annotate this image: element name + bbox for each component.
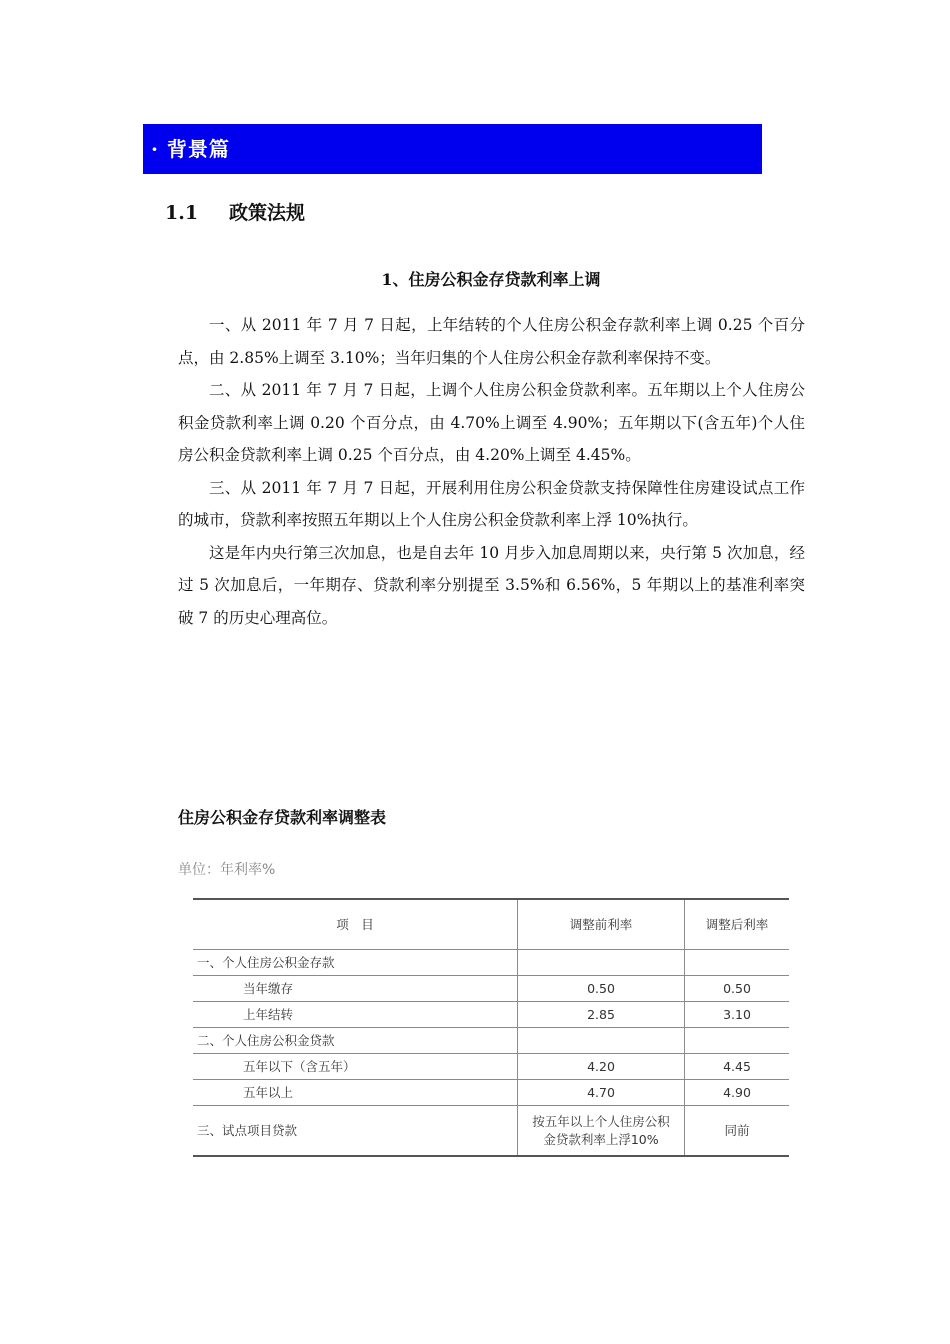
section-banner: [143, 124, 762, 174]
row-before: 4.70: [518, 1080, 685, 1106]
table-row: [193, 950, 789, 976]
row-after: 4.45: [685, 1054, 790, 1080]
row-item: 一、个人住房公积金存款: [193, 950, 518, 976]
row-before: 2.85: [518, 1002, 685, 1028]
article-body: [178, 309, 805, 634]
row-item: 二、个人住房公积金贷款: [193, 1028, 518, 1054]
section-title-text: 政策法规: [229, 202, 306, 224]
table-row: [193, 1080, 789, 1106]
banner-title: · 背景篇: [151, 137, 230, 161]
table-row: [193, 1028, 789, 1054]
row-before: [518, 950, 685, 976]
rate-adjustment-table: [193, 898, 789, 1157]
row-before: 0.50: [518, 976, 685, 1002]
row-before: [518, 1028, 685, 1054]
paragraph-1: 一、从 2011 年 7 月 7 日起，上年结转的个人住房公积金存款利率上调 0.25 个百分点，由 2.85%上调至 3.10%；当年归集的个人住房公积金存款利率保持不变。: [178, 316, 805, 367]
row-after: 4.90: [685, 1080, 790, 1106]
row-before: 4.20: [518, 1054, 685, 1080]
table-row: [193, 1106, 789, 1157]
row-before: [518, 1106, 685, 1157]
row-after: 3.10: [685, 1002, 790, 1028]
header-item: 项 目: [193, 899, 518, 950]
paragraph-3: 三、从 2011 年 7 月 7 日起，开展利用住房公积金贷款支持保障性住房建设试点工作的城市，贷款利率按照五年期以上个人住房公积金贷款利率上浮 10%执行。: [178, 478, 805, 529]
table-row: [193, 1002, 789, 1028]
table-header-row: [193, 899, 789, 950]
table-title: 住房公积金存贷款利率调整表: [178, 808, 387, 827]
row-item: 上年结转: [193, 1002, 518, 1028]
row-before-line-1: 按五年以上个人住房公积: [532, 1113, 670, 1129]
section-number: 1.1: [165, 202, 199, 224]
row-before-line-2: 金贷款利率上浮10%: [543, 1131, 659, 1147]
paragraph-4: 这是年内央行第三次加息，也是自去年 10 月步入加息周期以来，央行第 5 次加息，经过 5 次加息后，一年期存、贷款利率分别提至 3.5%和 6.56%，5 年期以上的基准利率突破 7 的历史心理高位。: [178, 543, 805, 627]
table-row: [193, 976, 789, 1002]
row-after: 0.50: [685, 976, 790, 1002]
row-item: 五年以上: [193, 1080, 518, 1106]
row-after: 同前: [685, 1106, 790, 1157]
header-before: 调整前利率: [518, 899, 685, 950]
row-after: [685, 950, 790, 976]
article-title: 1、住房公积金存贷款利率上调: [381, 270, 601, 289]
header-after: 调整后利率: [685, 899, 790, 950]
table-unit: 单位：年利率%: [178, 862, 276, 878]
row-item: 三、试点项目贷款: [193, 1106, 518, 1157]
row-item: 当年缴存: [193, 976, 518, 1002]
row-after: [685, 1028, 790, 1054]
row-item: 五年以下（含五年）: [193, 1054, 518, 1080]
paragraph-2: 二、从 2011 年 7 月 7 日起，上调个人住房公积金贷款利率。五年期以上个人住房公积金贷款利率上调 0.20 个百分点，由 4.70%上调至 4.90%；五年期以下(含五年)个人住房公积金贷款利率上调 0.25 个百分点，由 4.20%上调至 4.45%。: [178, 381, 805, 464]
table-row: [193, 1054, 789, 1080]
section-heading: [165, 198, 305, 228]
